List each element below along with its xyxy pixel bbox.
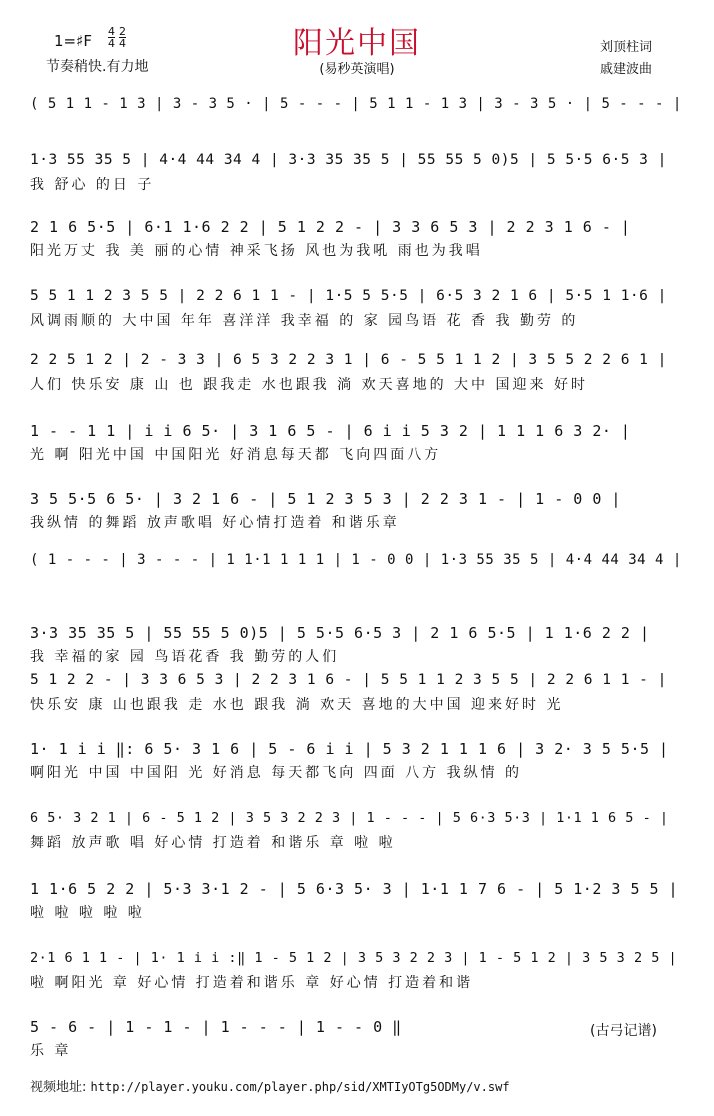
notation: 5 - 6 - | 1 - 1 - | 1 - - - | 1 - - 0 ‖ bbox=[30, 1018, 402, 1036]
notation: 3 5 5·5 6 5· | 3 2 1 6 - | 5 1 2 3 5 3 | 2 2 3 1 - | 1 - 0 0 | bbox=[30, 490, 621, 508]
video-url[interactable]: http://player.youku.com/player.php/sid/XMTIyOTg5ODMy/v.swf bbox=[90, 1080, 510, 1094]
singer: (易秒英演唱) bbox=[319, 62, 395, 77]
key-signature: 1=♯F bbox=[54, 32, 92, 50]
notation: 6 5· 3 2 1 | 6 - 5 1 2 | 3 5 3 2 2 3 | 1 - - - | 5 6·3 5·3 | 1·1 1 6 5 - | bbox=[30, 810, 669, 826]
video-address bbox=[30, 1076, 510, 1095]
lyrics: 我纵情 的舞蹈 放声歌唱 好心情打造着 和谐乐章 bbox=[30, 515, 400, 531]
meter-a: $\frac{4}{4}$ bbox=[108, 25, 115, 50]
notation: 1· 1 i i ‖: 6 5· 3 1 6 | 5 - 6 i i | 5 3 2 1 1 1 6 | 3 2· 3 5 5·5 | bbox=[30, 740, 669, 758]
lyrics: 啦 啊阳光 章 好心情 打造着和谐乐 章 好心情 打造着和谐 bbox=[30, 975, 474, 991]
notation: 1 1·6 5 2 2 | 5·3 3·1 2 - | 5 6·3 5· 3 | 1·1 1 7 6 - | 5 1·2 3 5 5 | bbox=[30, 880, 679, 898]
lyrics: 我 舒心 的日 子 bbox=[30, 177, 155, 193]
lyrics: 阳光万丈 我 美 丽的心情 神采飞扬 风也为我吼 雨也为我唱 bbox=[30, 243, 483, 259]
notation: ( 5 1 1 - 1 3 | 3 - 3 5 · | 5 - - - | 5 1 1 - 1 3 | 3 - 3 5 · | 5 - - - | bbox=[30, 96, 682, 112]
notation: 5 1 2 2 - | 3 3 6 5 3 | 2 2 3 1 6 - | 5 5 1 1 2 3 5 5 | 2 2 6 1 1 - | bbox=[30, 672, 667, 688]
transcriber-credit: (古弓记谱) bbox=[590, 1023, 657, 1039]
lyrics: 啊阳光 中国 中国阳 光 好消息 每天都飞向 四面 八方 我纵情 的 bbox=[30, 765, 523, 781]
lyricist: 刘顶柱词 bbox=[600, 40, 653, 55]
lyrics: 啦 啦 啦 啦 啦 bbox=[30, 905, 145, 921]
notation: 2 2 5 1 2 | 2 - 3 3 | 6 5 3 2 2 3 1 | 6 - 5 5 1 1 2 | 3 5 5 2 2 6 1 | bbox=[30, 352, 667, 368]
song-title: 阳光中国 bbox=[293, 26, 421, 61]
lyrics: 人们 快乐安 康 山 也 跟我走 水也跟我 淌 欢天喜地的 大中 国迎来 好时 bbox=[30, 377, 588, 393]
lyrics: 光 啊 阳光中国 中国阳光 好消息每天都 飞向四面八方 bbox=[30, 447, 442, 463]
notation: 3·3 35 35 5 | 55 55 5 0)5 | 5 5·5 6·5 3 | 2 1 6 5·5 | 1 1·6 2 2 | bbox=[30, 624, 650, 642]
notation: 5 5 1 1 2 3 5 5 | 2 2 6 1 1 - | 1·5 5 5·5 | 6·5 3 2 1 6 | 5·5 1 1·6 | bbox=[30, 288, 667, 304]
tempo-marking: 节奏稍快.有力地 bbox=[46, 59, 149, 75]
notation: 2 1 6 5·5 | 6·1 1·6 2 2 | 5 1 2 2 - | 3 3 6 5 3 | 2 2 3 1 6 - | bbox=[30, 218, 631, 236]
lyrics: 乐 章 bbox=[30, 1043, 72, 1059]
lyrics: 快乐安 康 山也跟我 走 水也 跟我 淌 欢天 喜地的大中国 迎来好时 光 bbox=[30, 697, 564, 713]
time-signature bbox=[108, 26, 130, 49]
notation: 2·1 6 1 1 - | 1· 1 i i :‖ 1 - 5 1 2 | 3 5 3 2 2 3 | 1 - 5 1 2 | 3 5 3 2 5 | bbox=[30, 950, 678, 966]
notation: ( 1 - - - | 3 - - - | 1 1·1 1 1 1 | 1 - 0 0 | 1·3 55 35 5 | 4·4 44 34 4 | bbox=[30, 552, 682, 568]
composer: 戚建波曲 bbox=[600, 62, 653, 77]
notation: 1 - - 1 1 | i i 6 5· | 3 1 6 5 - | 6 i i 5 3 2 | 1 1 1 6 3 2· | bbox=[30, 422, 631, 440]
notation: 1·3 55 35 5 | 4·4 44 34 4 | 3·3 35 35 5 | 55 55 5 0)5 | 5 5·5 6·5 3 | bbox=[30, 152, 667, 168]
meter-b: $\frac{2}{4}$ bbox=[119, 25, 126, 50]
lyrics: 我 幸福的家 园 鸟语花香 我 勤劳的人们 bbox=[30, 649, 340, 665]
lyrics: 风调雨顺的 大中国 年年 喜洋洋 我幸福 的 家 园鸟语 花 香 我 勤劳 的 bbox=[30, 313, 579, 329]
video-label: 视频地址: bbox=[30, 1080, 87, 1095]
lyrics: 舞蹈 放声歌 唱 好心情 打造着 和谐乐 章 啦 啦 bbox=[30, 835, 396, 851]
